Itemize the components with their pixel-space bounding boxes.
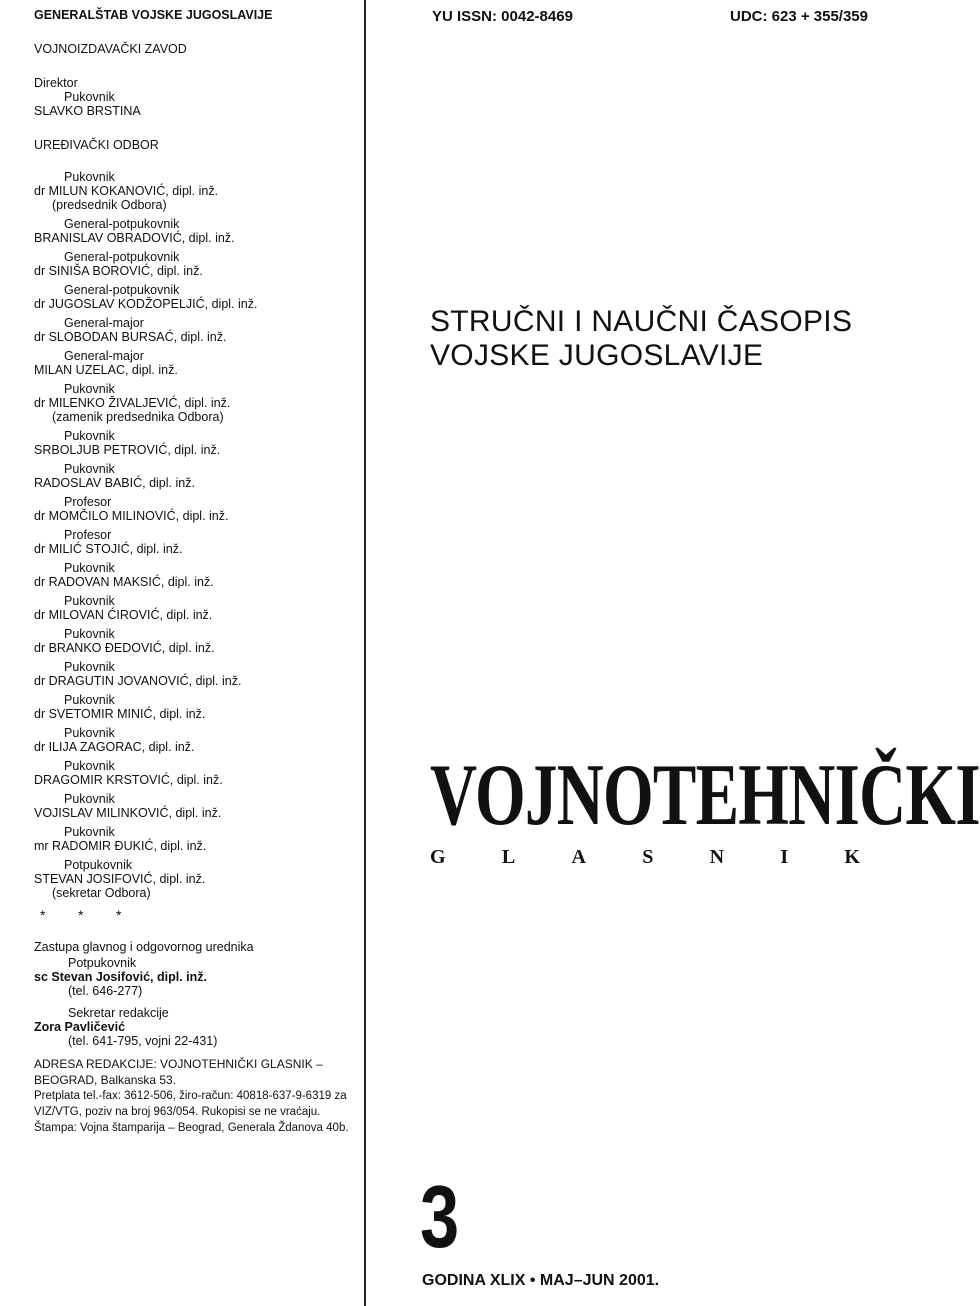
member-name: STEVAN JOSIFOVIĆ, dipl. inž. <box>34 872 206 886</box>
member-name: BRANISLAV OBRADOVIĆ, dipl. inž. <box>34 231 235 245</box>
director-name: SLAVKO BRSTINA <box>34 104 141 118</box>
director-label: Direktor <box>34 76 78 90</box>
board-member <box>34 594 354 622</box>
issn-code: YU ISSN: 0042-8469 <box>432 8 573 25</box>
member-name: VOJISLAV MILINKOVIĆ, dipl. inž. <box>34 806 222 820</box>
member-rank: Pukovnik <box>64 759 115 773</box>
board-member <box>34 429 354 457</box>
member-note: (predsednik Odbora) <box>52 198 167 212</box>
board-member <box>34 382 354 424</box>
member-name: dr MILIĆ STOJIĆ, dipl. inž. <box>34 542 183 556</box>
member-name: dr RADOVAN MAKSIĆ, dipl. inž. <box>34 575 214 589</box>
masthead-letter: K <box>844 846 860 868</box>
board-member <box>34 792 354 820</box>
member-name: dr SVETOMIR MINIĆ, dipl. inž. <box>34 707 206 721</box>
board-member <box>34 349 354 377</box>
member-rank: Pukovnik <box>64 561 115 575</box>
separator-stars <box>34 908 354 922</box>
board-member <box>34 170 354 212</box>
masthead-title: VOJNOTEHNIČKI <box>430 747 980 844</box>
member-note: (zamenik predsednika Odbora) <box>52 410 224 424</box>
member-rank: Pukovnik <box>64 726 115 740</box>
member-name: dr SINIŠA BOROVIĆ, dipl. inž. <box>34 264 203 278</box>
journal-description-line-2: VOJSKE JUGOSLAVIJE <box>430 339 764 372</box>
star-1: * <box>40 907 46 923</box>
board-member <box>34 726 354 754</box>
director-rank: Pukovnik <box>64 90 115 104</box>
member-rank: General-potpukovnik <box>64 250 180 264</box>
member-rank: Pukovnik <box>64 627 115 641</box>
secretary-label: Sekretar redakcije <box>68 1006 169 1020</box>
issue-number: 3 <box>420 1167 460 1266</box>
member-name: MILAN UZELAC, dipl. inž. <box>34 363 178 377</box>
editor-rank: Potpukovnik <box>68 956 137 970</box>
member-rank: General-potpukovnik <box>64 217 180 231</box>
editorial-address: ADRESA REDAKCIJE: VOJNOTEHNIČKI GLASNIK – BEOGRAD, Balkanska 53. <box>34 1057 323 1087</box>
board-member-list <box>34 170 354 900</box>
publisher-org: GENERALŠTAB VOJSKE JUGOSLAVIJE <box>34 8 273 22</box>
board-member <box>34 660 354 688</box>
star-2: * <box>78 907 84 923</box>
member-name: dr MILENKO ŽIVALJEVIĆ, dipl. inž. <box>34 396 231 410</box>
member-name: dr SLOBODAN BURSAĆ, dipl. inž. <box>34 330 227 344</box>
member-rank: General-potpukovnik <box>64 283 180 297</box>
editor-tel: (tel. 646-277) <box>68 984 143 998</box>
member-name: mr RADOMIR ĐUKIĆ, dipl. inž. <box>34 839 207 853</box>
board-member <box>34 283 354 311</box>
member-rank: Pukovnik <box>64 594 115 608</box>
member-rank: Potpukovnik <box>64 858 133 872</box>
journal-masthead <box>430 747 980 869</box>
member-rank: Profesor <box>64 495 112 509</box>
masthead-letter: S <box>642 846 654 868</box>
board-member <box>34 858 354 900</box>
secretary-tel: (tel. 641-795, vojni 22-431) <box>68 1034 218 1048</box>
journal-description-line-1: STRUČNI I NAUČNI ČASOPIS <box>430 305 853 338</box>
editor-block <box>34 940 354 1048</box>
member-rank: General-major <box>64 349 144 363</box>
member-rank: Pukovnik <box>64 462 115 476</box>
board-member <box>34 250 354 278</box>
issue-date-line: GODINA XLIX • MAJ–JUN 2001. <box>422 1272 660 1289</box>
member-rank: General-major <box>64 316 144 330</box>
member-note: (sekretar Odbora) <box>52 886 151 900</box>
board-title: UREĐIVAČKI ODBOR <box>34 138 159 152</box>
secretary-name: Zora Pavličević <box>34 1020 126 1034</box>
masthead-letter: I <box>780 846 789 868</box>
member-name: dr MILOVAN ĆIROVIĆ, dipl. inž. <box>34 608 213 622</box>
member-name: DRAGOMIR KRSTOVIĆ, dipl. inž. <box>34 773 223 787</box>
member-rank: Pukovnik <box>64 825 115 839</box>
board-member <box>34 561 354 589</box>
subscription-info: Pretplata tel.-fax: 3612-506, žiro-račun: 40818-637-9-6319 za VIZ/VTG, poziv na broj 963/054. Rukopisi se ne vraćaju. Štampa: Vojna štamparija – Beograd, Generala Ždanova 40b. <box>34 1090 349 1134</box>
member-name: dr BRANKO ĐEDOVIĆ, dipl. inž. <box>34 641 215 655</box>
masthead-letter: A <box>571 846 586 868</box>
member-name: dr MOMČILO MILINOVIĆ, dipl. inž. <box>34 509 229 523</box>
board-member <box>34 462 354 490</box>
publisher-institute: VOJNOIZDAVAČKI ZAVOD <box>34 42 187 56</box>
board-member <box>34 495 354 523</box>
member-rank: Pukovnik <box>64 792 115 806</box>
column-divider <box>364 0 366 1306</box>
board-member <box>34 825 354 853</box>
member-rank: Pukovnik <box>64 170 115 184</box>
board-member <box>34 627 354 655</box>
masthead-letter: G <box>430 846 446 868</box>
star-3: * <box>116 907 122 923</box>
board-member <box>34 528 354 556</box>
member-name: dr MILUN KOKANOVIĆ, dipl. inž. <box>34 184 219 198</box>
editor-name: sc Stevan Josifović, dipl. inž. <box>34 970 207 984</box>
member-rank: Pukovnik <box>64 382 115 396</box>
board-member <box>34 693 354 721</box>
member-rank: Pukovnik <box>64 429 115 443</box>
editorial-column <box>34 8 354 1136</box>
director-block <box>34 76 354 118</box>
board-member <box>34 759 354 787</box>
member-name: dr JUGOSLAV KODŽOPELJIĆ, dipl. inž. <box>34 297 258 311</box>
board-member <box>34 316 354 344</box>
member-name: dr DRAGUTIN JOVANOVIĆ, dipl. inž. <box>34 674 242 688</box>
member-rank: Pukovnik <box>64 693 115 707</box>
masthead-letter: L <box>501 846 516 868</box>
editor-label: Zastupa glavnog i odgovornog urednika <box>34 940 254 954</box>
member-name: SRBOLJUB PETROVIĆ, dipl. inž. <box>34 443 221 457</box>
member-rank: Profesor <box>64 528 112 542</box>
member-name: dr ILIJA ZAGORAC, dipl. inž. <box>34 740 195 754</box>
member-rank: Pukovnik <box>64 660 115 674</box>
journal-description <box>430 305 852 373</box>
masthead-subtitle <box>430 846 860 869</box>
board-member <box>34 217 354 245</box>
masthead-letter: N <box>709 846 725 868</box>
member-name: RADOSLAV BABIĆ, dipl. inž. <box>34 476 195 490</box>
udc-code: UDC: 623 + 355/359 <box>729 8 868 25</box>
